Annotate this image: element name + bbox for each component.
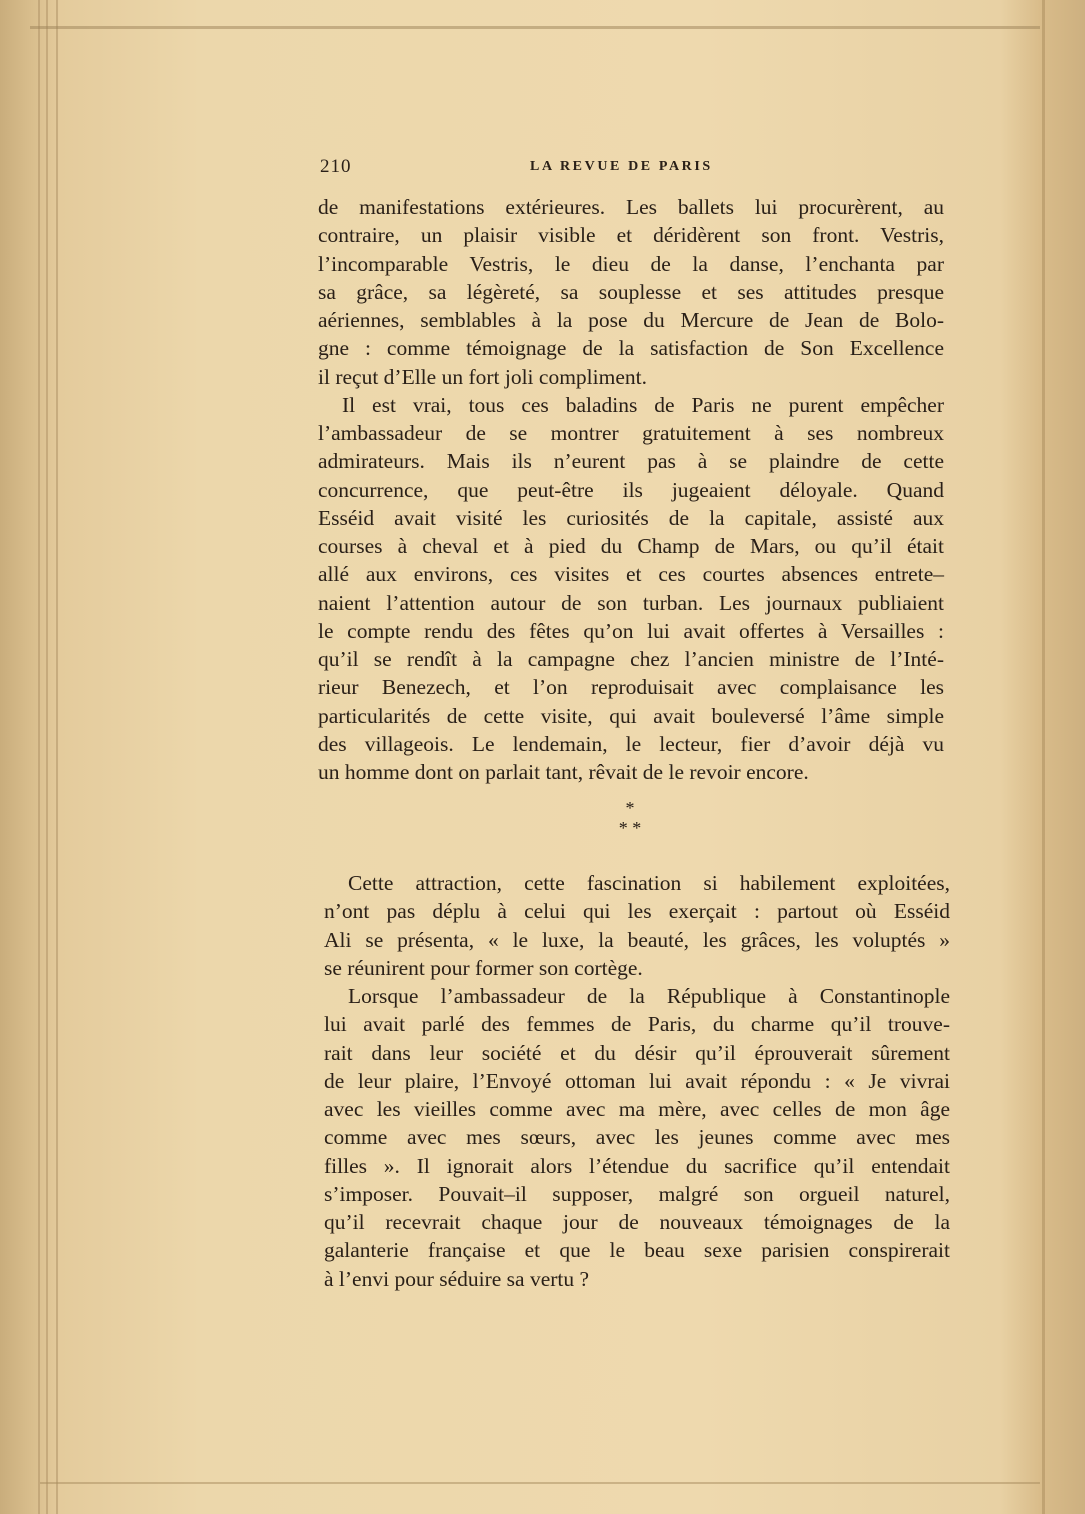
text-line: des villageois. Le lendemain, le lecteur, fier d’avoir déjà vu bbox=[318, 731, 944, 756]
text-line: un homme dont on parlait tant, rêvait de le revoir encore. bbox=[318, 760, 809, 784]
page-edge-bottom bbox=[40, 1482, 1040, 1484]
text-line: Ali se présenta, « le luxe, la beauté, les grâces, les voluptés » bbox=[324, 927, 950, 952]
page-edge bbox=[46, 0, 48, 1514]
text-line: Esséid avait visité les curiosités de la capitale, assisté aux bbox=[318, 505, 944, 530]
text-line: filles ». Il ignorait alors l’étendue du sacrifice qu’il entendait bbox=[324, 1153, 950, 1178]
journal-title: LA REVUE DE PARIS bbox=[530, 159, 713, 174]
text-line: qu’il se rendît à la campagne chez l’ancien ministre de l’Inté- bbox=[318, 647, 944, 671]
text-line: Lorsque l’ambassadeur de la République à Constantinople bbox=[348, 984, 950, 1008]
text-line: gne : comme témoignage de la satisfaction de Son Excellence bbox=[318, 336, 944, 361]
text-line: comme avec mes sœurs, avec les jeunes comme avec mes bbox=[324, 1125, 950, 1150]
page-edge-right bbox=[1042, 0, 1045, 1514]
text-line: Il est vrai, tous ces baladins de Paris ne purent empêcher bbox=[342, 392, 944, 417]
text-line: n’ont pas déplu à celui qui les exerçait : partout où Esséid bbox=[324, 899, 950, 924]
text-line: l’ambassadeur de se montrer gratuitement à ses nombreux bbox=[318, 421, 944, 445]
text-line: concurrence, que peut-être ils jugeaient déloyale. Quand bbox=[318, 477, 944, 502]
asterism-top: * bbox=[625, 798, 635, 818]
text-line: sa grâce, sa légèreté, sa souplesse et ses attitudes presque bbox=[318, 279, 944, 304]
asterism-bottom: * * bbox=[618, 818, 642, 838]
page-number: 210 bbox=[320, 156, 352, 177]
text-line: courses à cheval et à pied du Champ de Mars, ou qu’il était bbox=[318, 534, 944, 558]
text-line: allé aux environs, ces visites et ces courtes absences entrete– bbox=[318, 562, 944, 587]
text-line: admirateurs. Mais ils n’eurent pas à se plaindre de cette bbox=[318, 449, 944, 474]
text-line: rieur Benezech, et l’on reproduisait avec complaisance les bbox=[318, 675, 944, 700]
text-line: naient l’attention autour de son turban. Les journaux publiaient bbox=[318, 590, 944, 615]
text-section-1 bbox=[318, 193, 944, 786]
text-line: il reçut d’Elle un fort joli compliment. bbox=[318, 364, 647, 389]
text-line: de manifestations extérieures. Les ballets lui procurèrent, au bbox=[318, 195, 944, 219]
page-edge bbox=[38, 0, 40, 1514]
text-line: l’incomparable Vestris, le dieu de la danse, l’enchanta par bbox=[318, 251, 944, 276]
text-line: particularités de cette visite, qui avait bouleversé l’âme simple bbox=[318, 703, 944, 728]
text-line: galanterie française et que le beau sexe parisien conspirerait bbox=[324, 1238, 950, 1263]
text-line: lui avait parlé des femmes de Paris, du charme qu’il trouve- bbox=[324, 1012, 950, 1037]
text-line: de leur plaire, l’Envoyé ottoman lui avait répondu : « Je vivrai bbox=[324, 1068, 950, 1093]
page-edge-top bbox=[30, 26, 1040, 29]
running-head bbox=[320, 156, 944, 178]
text-line: avec les vieilles comme avec ma mère, avec celles de mon âge bbox=[324, 1097, 950, 1121]
text-line: qu’il recevrait chaque jour de nouveaux témoignages de la bbox=[324, 1210, 950, 1234]
text-section-2 bbox=[324, 869, 950, 1293]
text-line: s’imposer. Pouvait–il supposer, malgré son orgueil naturel, bbox=[324, 1181, 950, 1206]
text-line: le compte rendu des fêtes qu’on lui avait offertes à Versailles : bbox=[318, 618, 944, 643]
page-edge bbox=[56, 0, 58, 1514]
asterism-separator bbox=[600, 798, 660, 838]
text-line: aériennes, semblables à la pose du Mercure de Jean de Bolo- bbox=[318, 308, 944, 332]
text-line: à l’envi pour séduire sa vertu ? bbox=[324, 1266, 590, 1291]
text-line: Cette attraction, cette fascination si habilement exploitées, bbox=[348, 871, 950, 895]
text-line: rait dans leur société et du désir qu’il éprouverait sûrement bbox=[324, 1040, 950, 1065]
text-line: contraire, un plaisir visible et déridèrent son front. Vestris, bbox=[318, 223, 944, 248]
text-line: se réunirent pour former son cortège. bbox=[324, 955, 643, 980]
